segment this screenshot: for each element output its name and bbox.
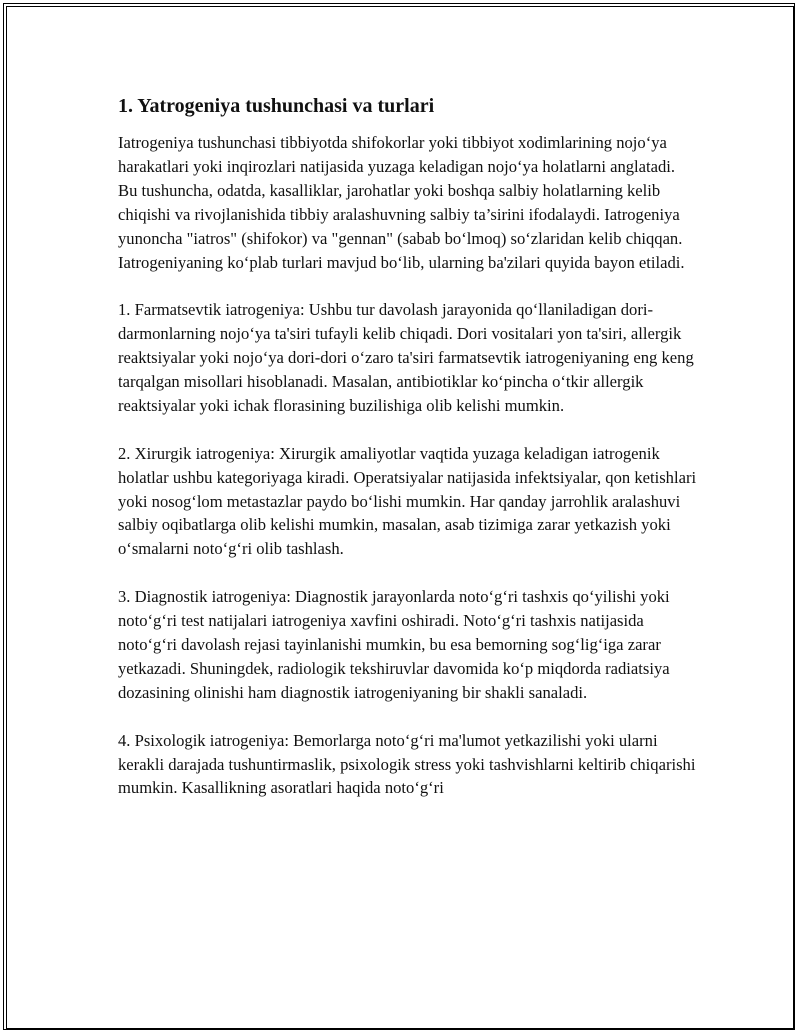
paragraph-pharmaceutical: 1. Farmatsevtik iatrogeniya: Ushbu tur davolash jarayonida qo‘llaniladigan dori-darmonlarning nojo‘ya ta'siri tufayli kelib chiqadi. Dori vositalari yon ta'siri, allergik reaktsiyalar yoki nojo‘ya dori-dori o‘zaro ta'siri farmatsevtik iatrogeniyaning eng keng tarqalgan misollari hisoblanadi. Masalan, antibiotiklar ko‘pincha o‘tkir allergik reaktsiyalar yoki ichak florasining buzilishiga olib kelishi mumkin.	[118, 300, 694, 415]
paragraph-surgical: 2. Xirurgik iatrogeniya: Xirurgik amaliyotlar vaqtida yuzaga keladigan iatrogenik holatlar ushbu kategoriyaga kiradi. Operatsiyalar natijasida infektsiyalar, qon ketishlari yoki nosog‘lom metastazlar paydo bo‘lishi mumkin. Har qanday jarrohlik aralashuvi salbiy oqibatlarga olib kelishi mumkin, masalan, asab tizimiga zarar yetkazish yoki o‘smalarni noto‘g‘ri olib tashlash.	[118, 443, 697, 559]
paragraph-diagnostic: 3. Diagnostik iatrogeniya: Diagnostik jarayonlarda noto‘g‘ri tashxis qo‘yilishi yoki noto‘g‘ri test natijalari iatrogeniya xavfini oshiradi. Noto‘g‘ri tashxis natijasida noto‘g‘ri davolash rejasi tayinlanishi mumkin, bu esa bemorning sog‘lig‘iga zarar yetkazadi. Shuningdek, radiologik tekshiruvlar davomida ko‘p miqdorda radiatsiya dozasining olinishi ham diagnostik iatrogeniyaning bir shakli sanaladi.	[118, 587, 670, 702]
intro-paragraph: Iatrogeniya tushunchasi tibbiyotda shifokorlar yoki tibbiyot xodimlarining nojo‘ya harakatlari yoki inqirozlari natijasida yuzaga keladigan nojo‘ya holatlarni anglatadi. Bu tushuncha, odatda, kasalliklar, jarohatlar yoki boshqa salbiy holatlarning kelib chiqishi va rivojlanishida tibbiy aralashuvning salbiy ta’sirini ifodalaydi. Iatrogeniya yunoncha "iatros" (shifokor) va "gennan" (sabab bo‘lmoq) so‘zlaridan kelib chiqqan. Iatrogeniyaning ko‘plab turlari mavjud bo‘lib, ularning ba'zilari quyida bayon etiladi.	[118, 133, 685, 272]
section-heading: 1. Yatrogeniya tushunchasi va turlari	[118, 95, 435, 117]
paragraph-psychological: 4. Psixologik iatrogeniya: Bemorlarga noto‘g‘ri ma'lumot yetkazilishi yoki ularni kerakli darajada tushuntirmaslik, psixologik stress yoki tashvishlarni keltirib chiqarishi mumkin. Kasallikning asoratlari haqida noto‘g‘ri	[118, 730, 696, 798]
document-body	[118, 93, 698, 824]
